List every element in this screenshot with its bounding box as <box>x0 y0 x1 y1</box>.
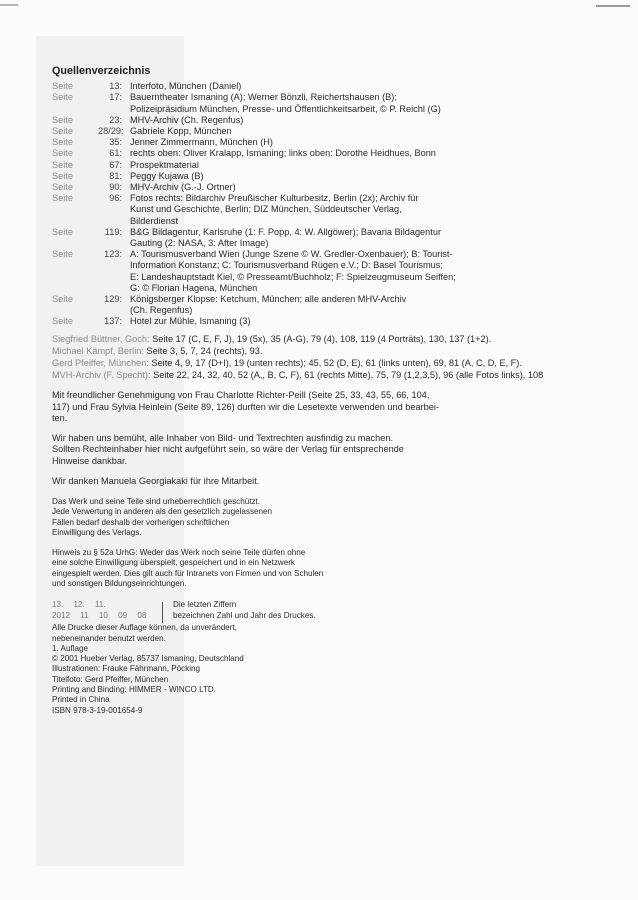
imprint-line: nebeneinander benutzt werden. <box>52 633 166 643</box>
source-text <box>122 160 560 171</box>
source-text <box>122 92 560 114</box>
permission-line: 117) und Frau Sylvia Heinlein (Seite 89, 126) durften wir die Lesetexte verwenden und bearbei- <box>52 401 439 412</box>
source-page-label: Seite <box>52 126 73 137</box>
source-text <box>122 81 560 92</box>
imprint-line: 1. Auflage <box>52 643 89 653</box>
source-row <box>52 316 612 327</box>
source-row <box>52 182 612 193</box>
source-text <box>122 316 560 327</box>
source-row <box>52 193 612 227</box>
source-text <box>122 182 560 193</box>
source-text-line: Königsberger Klopse: Ketchum, München; alle anderen MHV-Archiv <box>130 294 407 305</box>
print-numbers-note-line: Die letzten Ziffern <box>173 600 237 610</box>
credit-entry <box>52 334 612 345</box>
imprint-line: Printed in China <box>52 695 110 705</box>
source-page-label: Seite <box>52 114 73 125</box>
source-row <box>52 137 612 148</box>
source-page-label: Seite <box>52 159 73 170</box>
source-text-line: Interfoto, München (Daniel) <box>130 81 242 92</box>
imprint-line: Printing and Binding: HIMMER - WINCO LTD. <box>52 685 217 695</box>
source-page-number: 23: <box>109 114 122 125</box>
source-text-line: Bilderdienst <box>130 215 179 226</box>
credit-entry <box>52 346 612 357</box>
source-text-line: E: Landeshauptstadt Kiel, © Presseamt/Buchholz; F: Spielzeugmuseum Seiffen; <box>130 271 456 282</box>
source-text-line: (Ch. Regenfus) <box>130 305 193 316</box>
source-page-label: Seite <box>52 170 73 181</box>
credit-pages: Seite 4, 9, 17 (D+I), 19 (unten rechts); 45, 52 (D, E), 61 (links unten), 69, 81 (A, C, D, E, F). <box>151 358 522 369</box>
source-text <box>122 126 560 137</box>
page-title: Quellenverzeichnis <box>52 65 151 77</box>
source-page-number: 28/29: <box>98 126 124 137</box>
source-text-line: G: © Florian Hagena, München <box>130 282 258 293</box>
source-text <box>122 148 560 159</box>
print-numbers-note-line: bezeichnen Zahl und Jahr des Druckes. <box>173 610 316 620</box>
source-page-number: 137: <box>104 316 122 327</box>
document-body <box>52 66 612 716</box>
imprint-lines <box>52 623 612 716</box>
source-row <box>52 81 612 92</box>
source-text <box>122 193 560 227</box>
source-page-label: Seite <box>52 316 73 327</box>
source-page-label: Seite <box>52 182 73 193</box>
copyright-line: Jede Verwertung in anderen als den gesetzlich zugelassenen <box>52 507 273 517</box>
credit-entry <box>52 370 612 381</box>
source-list <box>52 81 612 327</box>
source-row <box>52 115 612 126</box>
source-row <box>52 126 612 137</box>
credit-name: Gerd Pfeiffer, München: <box>52 358 149 369</box>
source-page-number: 119: <box>104 226 122 237</box>
copyright-line: Einwilligung des Verlags. <box>52 527 142 537</box>
source-text-line: Hotel zur Mühle, Ismaning (3) <box>130 316 251 327</box>
source-text-line: Gauting (2: NASA, 3: After Image) <box>130 238 269 249</box>
imprint-line: Titelfoto: Gerd Pfeiffer, München <box>52 674 169 684</box>
rights-paragraph <box>52 433 517 467</box>
credit-pages: Seite 22, 24, 32, 40, 52 (A,, B, C, F), 61 (rechts Mitte), 75, 79 (1,2,3,5), 96 (alle Fotos links), 108 <box>153 370 544 381</box>
source-text <box>122 294 560 316</box>
source-text <box>122 115 560 126</box>
source-text-line: Polizeipräsidium München, Presse- und Öffentlichkeitsarbeit, © P. Reichl (G) <box>130 103 441 114</box>
photographer-credits <box>52 334 612 382</box>
permission-line: ten. <box>52 412 68 423</box>
urhg-line: Hinweis zu § 52a UrhG: Weder das Werk noch seine Teile dürfen ohne <box>52 548 306 558</box>
source-page-number: 81: <box>109 170 122 181</box>
copyright-line: Fällen bedarf deshalb der vorherigen schriftlichen <box>52 517 230 527</box>
source-row <box>52 294 612 316</box>
imprint-line: Alle Drucke dieser Auflage können, da unverändert, <box>52 623 237 633</box>
source-text <box>122 171 560 182</box>
source-text-line: MHV-Archiv (G.-J. Ortner) <box>130 182 236 193</box>
source-text-line: Gabriele Kopp, München <box>130 126 232 137</box>
source-page-number: 35: <box>109 137 122 148</box>
urhg-notice <box>52 548 612 589</box>
imprint-line: ISBN 978-3-19-001654-9 <box>52 705 143 715</box>
rights-line: Sollten Rechteinhaber hier nicht aufgeführt sein, so wäre der Verlag für entsprechende <box>52 444 404 455</box>
credit-name: Michael Kämpf, Berlin: <box>52 345 144 356</box>
source-row <box>52 249 612 294</box>
urhg-line: und sonstigen Bildungseinrichtungen. <box>52 578 187 588</box>
permission-paragraph <box>52 390 517 424</box>
source-text-line: MHV-Archiv (Ch. Regenfus) <box>130 114 244 125</box>
source-page-label: Seite <box>52 137 73 148</box>
source-text-line: Kunst und Geschichte, Berlin; DIZ München, Süddeutscher Verlag, <box>130 204 402 215</box>
source-page-number: 17: <box>109 92 122 103</box>
source-page-label: Seite <box>52 249 73 260</box>
print-numbers-row-2: 2012 11 10 09 08 <box>52 610 147 620</box>
urhg-line: eingespielt werden. Dies gilt auch für Intranets von Firmen und von Schulen <box>52 568 324 578</box>
source-page-label: Seite <box>52 226 73 237</box>
source-text-line: Fotos rechts: Bildarchiv Preußischer Kulturbesitz, Berlin (2x); Archiv für <box>130 193 419 204</box>
source-page-label: Seite <box>52 92 73 103</box>
bracket-divider <box>162 602 163 623</box>
source-text-line: rechts oben: Oliver Kralapp, Ismaning; links oben: Dorothe Heidhues, Bonn <box>130 148 436 159</box>
source-text-line: A: Tourismusverband Wien (Junge Szene © W. Gredler-Oxenbauer); B: Tourist- <box>130 249 453 260</box>
source-page-number: 96: <box>109 193 122 204</box>
source-row <box>52 148 612 159</box>
rights-line: Hinweise dankbar. <box>52 455 128 466</box>
print-numbers-explanation <box>173 600 316 623</box>
urhg-line: eine solche Einwilligung überspielt, gespeichert und in ein Netzwerk <box>52 558 295 568</box>
source-page-label: Seite <box>52 294 73 305</box>
source-text-line: Jenner Zimmermann, München (H) <box>130 137 273 148</box>
credit-pages: Seite 3, 5, 7, 24 (rechts), 93. <box>146 345 263 356</box>
source-text-line: Prospektmaterial <box>130 159 199 170</box>
source-text <box>122 227 560 249</box>
source-page-number: 90: <box>109 182 122 193</box>
credit-name: MVH-Archiv (F. Specht): <box>52 370 151 381</box>
source-row <box>52 160 612 171</box>
source-text-line: Bauerntheater Ismaning (A); Werner Bönzli, Reichertshausen (B); <box>130 92 397 103</box>
print-numbers <box>52 600 162 623</box>
source-page-number: 129: <box>104 294 122 305</box>
source-page-label: Seite <box>52 148 73 159</box>
imprint-line: Illustrationen: Frauke Fährmann, Pöcking <box>52 664 201 674</box>
copyright-notice <box>52 497 612 538</box>
thanks-paragraph <box>52 476 517 487</box>
permission-line: Mit freundlicher Genehmigung von Frau Charlotte Richter-Peill (Seite 25, 33, 43, 55, 66, 104, <box>52 390 430 401</box>
thanks-text: Wir danken Manuela Georgiakaki für ihre Mitarbeit. <box>52 475 260 486</box>
imprint <box>52 600 612 716</box>
source-page-label: Seite <box>52 81 73 92</box>
imprint-line: © 2001 Hueber Verlag, 85737 Ismaning, Deutschland <box>52 654 244 664</box>
source-text-line: Peggy Kujawa (B) <box>130 170 204 181</box>
credit-pages: Seite 17 (C, E, F, J), 19 (5x), 35 (A-G), 79 (4), 108, 119 (4 Porträts), 130, 137 (1+2). <box>152 333 492 344</box>
source-text-line: B&G Bildagentur, Karlsruhe (1: F. Popp, 4: W. Allgöwer); Bavaria Bildagentur <box>130 226 441 237</box>
source-row <box>52 92 612 114</box>
copyright-line: Das Werk und seine Teile sind urheberrechtlich geschützt. <box>52 496 260 506</box>
scan-edge-mark <box>0 4 18 6</box>
source-row <box>52 171 612 182</box>
source-row <box>52 227 612 249</box>
source-page-number: 67: <box>109 159 122 170</box>
source-text <box>122 137 560 148</box>
credit-name: Siegfried Büttner, Goch: <box>52 333 150 344</box>
source-page-number: 61: <box>109 148 122 159</box>
print-numbers-row-1: 13. 12. 11. <box>52 600 106 610</box>
source-page-number: 123: <box>104 249 122 260</box>
print-numbers-block <box>52 600 612 623</box>
source-page-number: 13: <box>109 81 122 92</box>
rights-line: Wir haben uns bemüht, alle Inhaber von Bild- und Textrechten ausfindig zu machen. <box>52 433 393 444</box>
source-page-label: Seite <box>52 193 73 204</box>
source-text <box>122 249 560 294</box>
credit-entry <box>52 358 612 369</box>
source-text-line: Information Konstanz; C: Tourismusverband Rügen e.V.; D: Basel Tourismus; <box>130 260 443 271</box>
scan-corner-mark <box>596 5 630 7</box>
